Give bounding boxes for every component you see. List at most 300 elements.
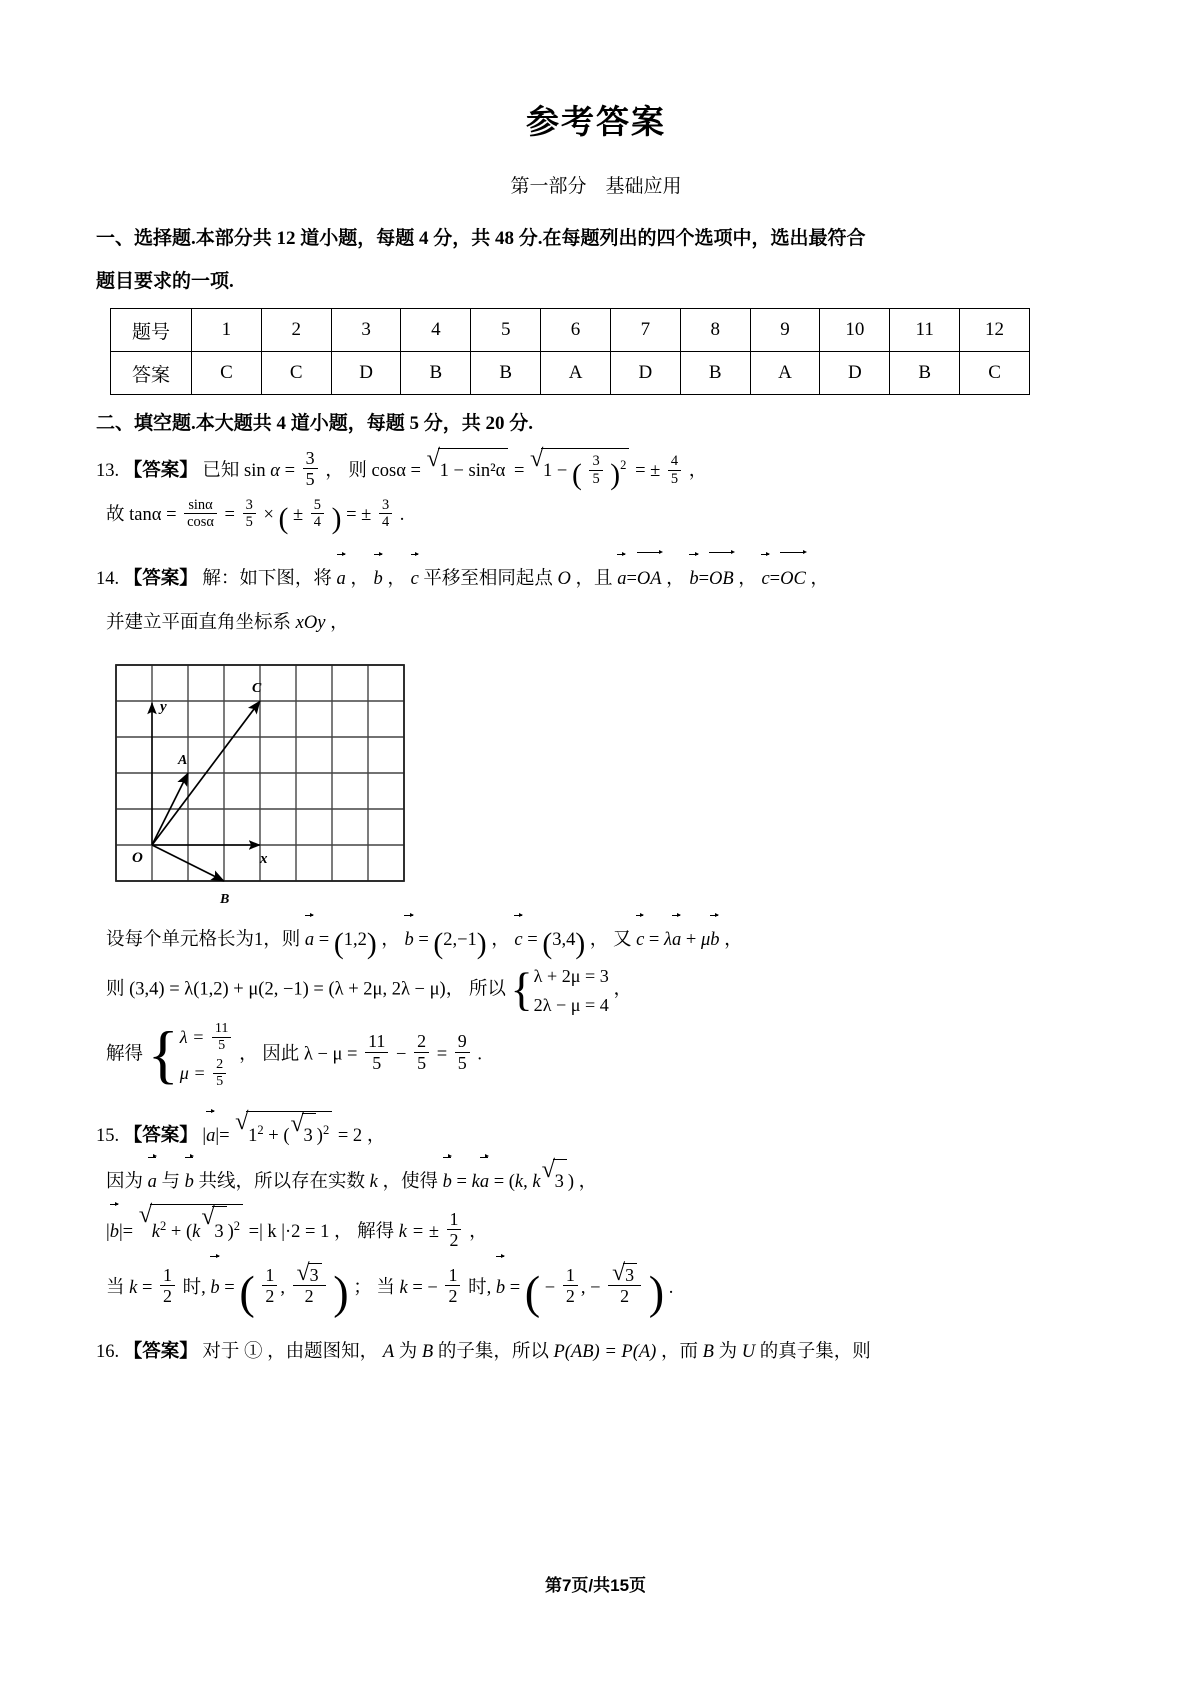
equals-sign: = [626,569,637,590]
answer-16-text-a: 对于 [202,1342,240,1363]
table-cell-answer: C [261,352,331,395]
answer-16-text-f: 为 [718,1342,738,1363]
therefore-word: 所以 [468,979,506,1000]
left-paren: ( [333,928,344,961]
solve-word: 解得 [106,1044,144,1065]
answer-13-prefix: 已知 [202,461,240,482]
answer-14-text-d: ，且 [575,569,613,590]
vector-c-symbol: c [411,556,419,601]
fraction-numerator: 1 [265,1265,275,1286]
equals-sign: = [284,461,296,482]
page-number-label: 第7页/共15页 [544,1576,647,1595]
table-cell-answer: D [610,352,680,395]
vector-a-components: 1,2 [343,930,367,951]
fraction-denominator: 4 [311,513,324,530]
fraction-denominator: 2 [563,1285,578,1306]
vector-a-symbol-2: a [672,917,681,962]
fraction-denominator: 2 [445,1285,460,1306]
fraction-numerator: 5 [313,496,321,513]
sqrt-magnitude-a [235,1108,332,1158]
comma-1: ， [350,569,369,590]
point-label-O: O [132,850,143,867]
fraction-denominator: 5 [243,513,256,530]
sqrt-3 [541,1155,567,1204]
answer-15-tag: 【答案】 [123,1126,198,1147]
comma-3: ， [666,569,685,590]
vector-a-symbol: a [148,1159,157,1204]
comma-1: ， [381,930,400,951]
vector-b-symbol-2: b [443,1159,452,1204]
vector-grid-svg [110,659,432,911]
linear-system-cases [510,962,608,1018]
vector-b-symbol-2: b [496,1258,505,1317]
answer-15-line-2 [106,1155,1096,1204]
minus-sign: − [396,1044,407,1065]
vector-c-symbol-2: c [761,556,769,601]
vector-OC-symbol: OC [780,555,806,601]
fraction-numerator: 1 [163,1265,173,1286]
fraction-denominator: 5 [213,1073,226,1090]
vector-b-symbol: b [185,1159,194,1204]
times-sign: × [263,504,274,525]
plus-minus-sign: ± [650,461,661,482]
sqrt-one-minus-sin-squared [426,445,509,493]
vector-a-symbol: a [305,917,314,962]
radicand-3: 3 [308,1263,322,1285]
radical-sign-icon: √ [235,1108,249,1136]
comma-2: ， [491,930,510,951]
vector-b-symbol: b [404,917,413,962]
fraction-denominator: 2 [160,1285,175,1306]
sqrt-one-minus-three-fifths-squared [530,445,629,493]
fraction-denominator: 4 [379,513,392,530]
vector-grid-figure [110,659,432,911]
table-cell-qnum: 2 [261,309,331,352]
comma: ， [333,1222,353,1243]
abs-bar-left: | [202,1126,207,1147]
left-paren-big: ( [239,1268,255,1320]
vector-a-symbol: a [337,556,346,601]
answer-16-text-e: ，而 [660,1342,698,1363]
fraction-denominator: 5 [668,470,681,487]
equals-sign: = [456,1171,467,1192]
equation-2: 2λ − μ = 4 [533,994,609,1015]
fraction-numerator: 3 [381,496,390,513]
fraction-denominator: 5 [589,470,602,487]
answer-15-line-4 [106,1258,1096,1320]
fraction-1-over-2-b [445,1265,460,1306]
cases-rows [180,1019,235,1092]
comma-minus: , − [580,1278,601,1299]
section-one-heading-line1: 一、选择题.本部分共 12 道小题，每题 4 分，共 48 分.在每题列出的四个选项中，选出最符合 [96,228,866,249]
equals-sign-2: = [224,504,235,525]
table-cell-answer: C [960,352,1030,395]
table-cell-qnum: 9 [750,309,820,352]
exponent-2: 2 [257,1123,264,1138]
left-paren: ( [278,502,289,535]
right-paren-big: ) [333,1268,349,1320]
vector-OA-symbol: OA [637,555,662,601]
table-cell-qnum: 11 [890,309,960,352]
answer-16-tag: 【答案】 [123,1342,198,1363]
k-symbol: k [369,1171,378,1192]
fraction-1-over-2 [447,1209,462,1250]
fraction-1-over-2-x [262,1265,277,1306]
set-U-label: U [741,1342,756,1363]
solution-mu [180,1055,235,1091]
solution-cases [148,1019,235,1092]
fraction-denominator: 2 [262,1285,277,1306]
equals-two: = 2 [337,1126,363,1147]
table-cell-answer: C [192,352,262,395]
right-paren-2: ) [476,928,487,961]
vector-a-symbol-2: a [617,556,626,601]
close-paren: ) [567,1171,575,1192]
such-that-text: ，使得 [382,1171,439,1192]
fraction-sqrt3-over-2-y2 [608,1260,641,1307]
table-row-question-numbers [111,309,1030,352]
equals-sign-3: = [346,504,357,525]
table-cell-answer: D [331,352,401,395]
equals-sign-3: = [769,569,781,590]
vector-c-components: 3,4 [552,930,576,951]
answer-15-line-3 [106,1201,1096,1258]
equals-sign: = [166,504,177,525]
fraction-denominator: 5 [212,1037,232,1054]
left-paren-3: ( [542,928,553,961]
answer-14-line-1 [96,555,1096,601]
equals-sign-3: = [527,930,538,951]
multiple-choice-answer-table [110,308,1030,395]
exponent-2-inner: 2 [322,1123,330,1138]
radical-sign-icon: √ [296,1260,310,1287]
vector-b-symbol-2: b [689,556,698,601]
period: . [399,504,405,525]
fraction-numerator: 4 [670,453,679,470]
abs-bar-right: |= [215,1126,230,1147]
circled-number-1: ① [244,1342,263,1363]
answer-16-text-c: 为 [398,1342,418,1363]
fraction-numerator: 9 [457,1031,467,1052]
equals-sign-2: = − [412,1278,438,1299]
equals-sign-b2: = [509,1278,521,1299]
table-cell-qnum: 7 [610,309,680,352]
row-label-question-number: 题号 [111,309,192,352]
equals-sign-2: = [418,930,429,951]
line-end-comma: ， [688,461,708,482]
page-title: 参考答案 [526,103,666,140]
fraction-11-over-5-result [365,1031,388,1072]
fraction-numerator [608,1260,641,1287]
line-end-comma: ， [578,1171,598,1192]
answer-14-text-a: 解：如下图，将 [202,569,332,590]
radical-sign-icon: √ [201,1203,215,1231]
fraction-denominator: 2 [293,1285,326,1306]
k-base: k [151,1222,160,1243]
radicand-3: 3 [553,1159,567,1204]
point-label-A: A [178,753,188,769]
when-word-2: 当 [376,1278,395,1299]
table-cell-answer: A [750,352,820,395]
abs-k-times-two: =| k |·2 = 1 [248,1222,330,1243]
tan-alpha-symbol: tanα [129,504,162,525]
equals-sign: = [436,1044,448,1065]
radicand-lead: 1 − [543,461,568,482]
equals-sign-2: = [698,569,709,590]
because-word: 因为 [106,1171,144,1192]
radical-sign-icon: √ [541,1155,556,1183]
set-B-label: B [421,1342,434,1363]
left-brace-icon: { [510,964,533,1016]
table-cell-qnum: 6 [541,309,611,352]
fraction-4-over-5 [668,453,681,486]
k-coefficient: k [471,1171,480,1192]
period: . [477,1044,482,1065]
right-paren-big-2: ) [648,1268,665,1320]
answer-13-line-2 [106,494,1096,537]
line-end-comma: ， [330,612,349,633]
table-cell-answer: D [820,352,890,395]
fraction-3-over-5 [303,448,318,489]
vector-b-symbol-2: b [710,917,719,962]
table-row-answers [111,352,1030,395]
then-word-1: 时, [182,1278,206,1299]
abs-bar-right: |= [118,1222,134,1243]
k-symbol-2: k [399,1278,408,1299]
exponent-2-inner: 2 [233,1218,241,1233]
solve-word: 解得 [357,1222,395,1243]
fraction-numerator: 1 [565,1265,575,1286]
fraction-numerator: 1 [449,1209,459,1230]
answer-16-text-g: 的真子集，则 [759,1342,871,1363]
table-cell-answer: B [890,352,960,395]
vector-c-symbol: c [514,917,522,962]
radical-sign-icon: √ [530,445,544,473]
right-paren-3: ) [575,928,586,961]
radicand: $1^2$ + ( √ 3 )$^2$ [246,1111,332,1158]
radicand: $k^2 + (k$ √ 3 )$^2$ [150,1204,243,1258]
section-one-heading-line2-wrap [96,263,1096,300]
line-end-comma: ， [613,979,632,1000]
plus-minus-sign: ± [292,504,304,525]
table-cell-answer: A [541,352,611,395]
table-cell-qnum: 3 [331,309,401,352]
radical-sign-icon: √ [426,445,440,473]
radicand-3: 3 [302,1113,316,1158]
fraction-denominator: 5 [365,1052,388,1073]
left-paren: ( [571,459,582,492]
table-cell-qnum: 1 [192,309,262,352]
vector-a-symbol: a [206,1113,215,1158]
radical-sign-icon: √ [138,1201,153,1229]
abs-bar-left: | [106,1222,110,1243]
k-equals-pm: k = ± [398,1222,439,1243]
equals-sign-1: = [141,1278,153,1299]
table-cell-answer: B [680,352,750,395]
table-cell-qnum: 5 [471,309,541,352]
fraction-numerator: 2 [417,1031,427,1052]
table-cell-qnum: 4 [401,309,471,352]
point-label-C: C [252,681,262,697]
section-one-heading [96,220,1096,257]
plus-sign: + [685,930,697,951]
radical-sign-icon: √ [290,1110,304,1138]
sin-symbol: sin [244,461,266,482]
fraction-numerator [293,1260,326,1287]
right-paren: ) [610,459,621,492]
plus-sign: + [268,1126,279,1147]
sqrt-3-inner [201,1203,226,1258]
xOy-label: xOy [295,612,326,633]
therefore-phrase: 因此 λ − μ = [262,1044,358,1065]
right-paren: ) [331,502,342,535]
section-one-heading-line2: 题目要求的一项. [96,271,234,293]
comma-inner: , [280,1278,285,1299]
vector-b-symbol: b [374,556,383,601]
fraction-2-over-5-result [414,1031,429,1072]
vector-b-symbol: b [110,1206,119,1258]
equals-sign-3: = [513,461,525,482]
then-word: 则 [348,461,367,482]
axis-label-y: y [160,699,167,716]
fraction-numerator: 3 [245,496,253,513]
alpha-symbol: α [270,461,280,482]
table-cell-qnum: 10 [820,309,890,352]
answer-16-text-d: 的子集，所以 [437,1342,549,1363]
section-two-heading: 二、填空题.本大题共 4 道小题，每题 5 分，共 20 分. [96,413,534,435]
radicand-3: 3 [623,1263,637,1285]
probability-expression: P(AB) = P(A) [553,1342,657,1363]
answer-14-number: 14. [96,569,120,590]
lambda-equals: λ = [179,1026,205,1047]
left-paren-big-2: ( [524,1268,541,1320]
equals-components: = (k, k [493,1171,541,1192]
line-end-comma: ， [469,1222,488,1243]
answer-14-line-5 [106,1019,1096,1092]
answer-16-line-1 [96,1331,1096,1374]
cases-rows [534,962,609,1018]
fraction-denominator: 2 [608,1285,641,1306]
table-cell-answer: B [471,352,541,395]
exponent-2: 2 [159,1218,167,1233]
fraction-sin-over-cos [184,497,217,530]
answer-13-line-1 [96,445,1096,493]
fraction-numerator: 1 [448,1265,458,1286]
point-O-label: O [557,569,571,590]
row-label-answer: 答案 [111,352,192,395]
answer-14-tag: 【答案】 [123,569,198,590]
line-end-comma: ， [724,930,743,951]
vector-OB-symbol: OB [709,555,734,601]
answer-16-number: 16. [96,1342,120,1363]
sqrt-3 [612,1260,637,1287]
table-cell-qnum: 8 [680,309,750,352]
fraction-3-over-5 [243,497,256,530]
then-word: 则 [106,979,125,1000]
vector-b-components: 2,−1 [443,930,477,951]
point-label-B: B [220,892,230,908]
fraction-denominator: 5 [414,1052,429,1073]
answer-14-expression: (3,4) = λ(1,2) + μ(2, −1) = (λ + 2μ, 2λ − μ)， [129,979,465,1000]
sqrt-magnitude-b [138,1201,243,1258]
equals-sign-4: = [635,461,646,482]
answer-14-text-unit: 设每个单元格长为1，则 [106,930,301,951]
fraction-denominator: cosα [184,513,217,530]
answer-15-number: 15. [96,1126,120,1147]
mu-equals: μ = [179,1062,206,1083]
collinear-text: 共线，所以存在实数 [198,1171,366,1192]
also-word: 又 [612,930,632,951]
fraction-1-over-2-x2 [563,1265,578,1306]
table-cell-qnum: 12 [960,309,1030,352]
fraction-numerator: 11 [214,1020,229,1037]
comma-2: ， [387,569,406,590]
therefore-word: 故 [106,504,125,525]
lambda-symbol: λ [663,930,672,951]
sqrt-3 [296,1260,322,1287]
fraction-numerator: sinα [188,496,213,513]
plus-minus-sign-2: ± [361,504,372,525]
fraction-denominator: 5 [303,468,318,489]
line-end-comma: ， [366,1126,386,1147]
fraction-5-over-4 [311,497,324,530]
semicolon: ； [353,1278,372,1299]
fraction-sqrt3-over-2-y [293,1260,326,1307]
answer-14-line-3 [106,917,1096,962]
line-end-comma: ， [810,569,829,590]
plus-sign: + [170,1222,182,1243]
radical-sign-icon: √ [612,1260,626,1287]
fraction-3-over-5-inner [589,453,602,486]
answer-16-text-b: ，由题图知， [267,1342,379,1363]
table-cell-answer: B [401,352,471,395]
vector-b-symbol-1: b [210,1258,219,1317]
left-paren-2: ( [433,928,444,961]
fraction-11-over-5 [212,1021,232,1054]
right-paren: ) [366,928,377,961]
fraction-denominator: 5 [455,1052,470,1073]
equals-sign-b1: = [224,1278,235,1299]
set-B-label-2: B [702,1342,714,1363]
comma: ， [325,461,344,482]
fraction-numerator: 11 [368,1031,386,1052]
period: . [668,1278,674,1299]
answer-14-text-c: 平移至相同起点 [423,569,553,590]
fraction-numerator: 2 [216,1056,224,1073]
fraction-2-over-5 [213,1057,226,1090]
answer-13-tag: 【答案】 [123,461,198,482]
when-word-1: 当 [106,1278,125,1299]
answer-13-number: 13. [96,461,120,482]
set-A-label: A [382,1342,395,1363]
equals-sign: = [318,930,330,951]
minus-sign-x: − [544,1278,556,1299]
base-1: 1 [248,1126,258,1147]
comma-3: ， [589,930,609,951]
radicand [541,448,629,493]
solution-lambda [180,1019,235,1055]
radicand: 1 − sin²α [438,448,509,493]
comma-4: ， [738,569,757,590]
k-inner: k [192,1222,201,1243]
comma: ， [239,1044,258,1065]
then-word-2: 时, [468,1278,492,1299]
equation-1: λ + 2μ = 3 [533,966,609,987]
answer-14-line-2 [106,602,1096,645]
k-symbol-1: k [129,1278,138,1299]
vector-a-symbol-2: a [480,1159,489,1204]
sqrt-3-inner [290,1110,316,1158]
